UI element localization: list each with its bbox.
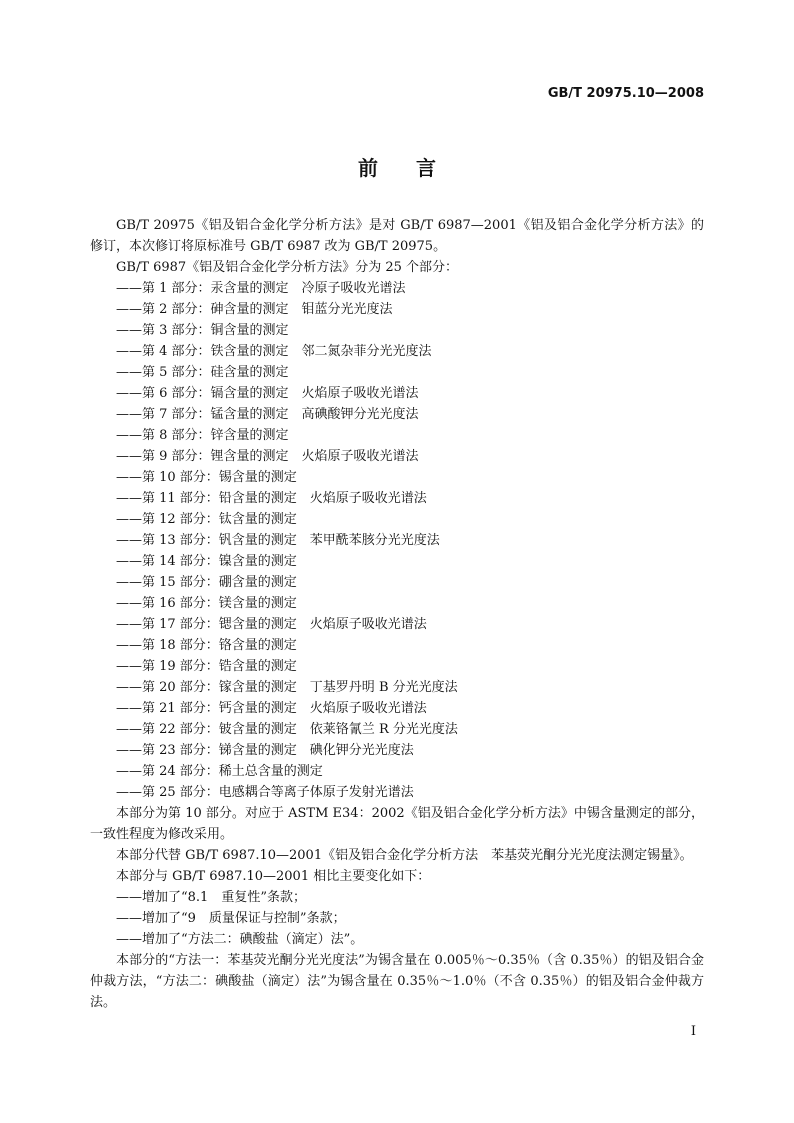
list-item: ——第 7 部分：锰含量的测定 高碘酸钾分光光度法 [116, 407, 419, 422]
list-item: ——第 24 部分：稀土总含量的测定 [116, 764, 323, 779]
list-item: ——第 25 部分：电感耦合等离子体原子发射光谱法 [116, 785, 414, 800]
list-item: ——增加了“8.1 重复性”条款； [116, 890, 306, 905]
parts-list [90, 278, 704, 803]
list-item: ——第 22 部分：铍含量的测定 依莱铬氰兰 R 分光光度法 [116, 722, 458, 737]
list-item: ——第 23 部分：锑含量的测定 碘化钾分光光度法 [116, 743, 414, 758]
intro-paragraph-1: GB/T 20975《铝及铝合金化学分析方法》是对 GB/T 6987—2001《铝及铝合金化学分析方法》的修订，本次修订将原标准号 GB/T 6987 改为 GB/T 20975。 [90, 218, 704, 254]
list-item: ——第 14 部分：镍含量的测定 [116, 554, 297, 569]
replacement-paragraph: 本部分代替 GB/T 6987.10—2001《铝及铝合金化学分析方法 苯基荧光酮分光光度法测定锡量》。 [116, 848, 693, 863]
list-item: ——第 1 部分：汞含量的测定 冷原子吸收光谱法 [116, 281, 406, 296]
list-item: ——第 21 部分：钙含量的测定 火焰原子吸收光谱法 [116, 701, 427, 716]
list-item: ——增加了“方法二：碘酸盐（滴定）法”。 [116, 932, 364, 947]
page-number: I [690, 1024, 696, 1039]
standard-code: GB/T 20975.10—2008 [547, 86, 704, 101]
list-item: ——第 10 部分：锡含量的测定 [116, 470, 297, 485]
closing-paragraph: 本部分的“方法一：苯基荧光酮分光光度法”为锡含量在 0.005％～0.35％（含 0.35％）的铝及铝合金仲裁方法，“方法二：碘酸盐（滴定）法”为锡含量在 0.35％～1.0％（不含 0.35％）的铝及铝合金仲裁方法。 [90, 953, 704, 1010]
list-item: ——第 11 部分：铅含量的测定 火焰原子吸收光谱法 [116, 491, 427, 506]
list-item: ——第 20 部分：镓含量的测定 丁基罗丹明 B 分光光度法 [116, 680, 458, 695]
list-item: ——第 8 部分：锌含量的测定 [116, 428, 289, 443]
document-body [90, 215, 704, 1013]
list-item: ——第 13 部分：钒含量的测定 苯甲酰苯胲分光光度法 [116, 533, 440, 548]
list-item: ——第 9 部分：锂含量的测定 火焰原子吸收光谱法 [116, 449, 419, 464]
list-item: ——第 6 部分：镉含量的测定 火焰原子吸收光谱法 [116, 386, 419, 401]
list-item: ——第 5 部分：硅含量的测定 [116, 365, 289, 380]
list-item: ——第 17 部分：锶含量的测定 火焰原子吸收光谱法 [116, 617, 427, 632]
list-item: ——增加了“9 质量保证与控制”条款； [116, 911, 346, 926]
list-item: ——第 19 部分：锆含量的测定 [116, 659, 297, 674]
list-item: ——第 4 部分：铁含量的测定 邻二氮杂菲分光光度法 [116, 344, 432, 359]
list-item: ——第 18 部分：铬含量的测定 [116, 638, 297, 653]
list-item: ——第 15 部分：硼含量的测定 [116, 575, 297, 590]
changes-intro-paragraph: 本部分与 GB/T 6987.10—2001 相比主要变化如下： [116, 869, 431, 884]
intro-paragraph-2: GB/T 6987《铝及铝合金化学分析方法》分为 25 个部分： [116, 260, 459, 275]
list-item: ——第 12 部分：钛含量的测定 [116, 512, 297, 527]
part-scope-paragraph: 本部分为第 10 部分。对应于 ASTM E34：2002《铝及铝合金化学分析方法》中锡含量测定的部分，一致性程度为修改采用。 [90, 806, 704, 842]
list-item: ——第 3 部分：铜含量的测定 [116, 323, 289, 338]
changes-list [90, 887, 704, 950]
page-title: 前言 [358, 156, 474, 180]
list-item: ——第 2 部分：砷含量的测定 钼蓝分光光度法 [116, 302, 393, 317]
list-item: ——第 16 部分：镁含量的测定 [116, 596, 297, 611]
